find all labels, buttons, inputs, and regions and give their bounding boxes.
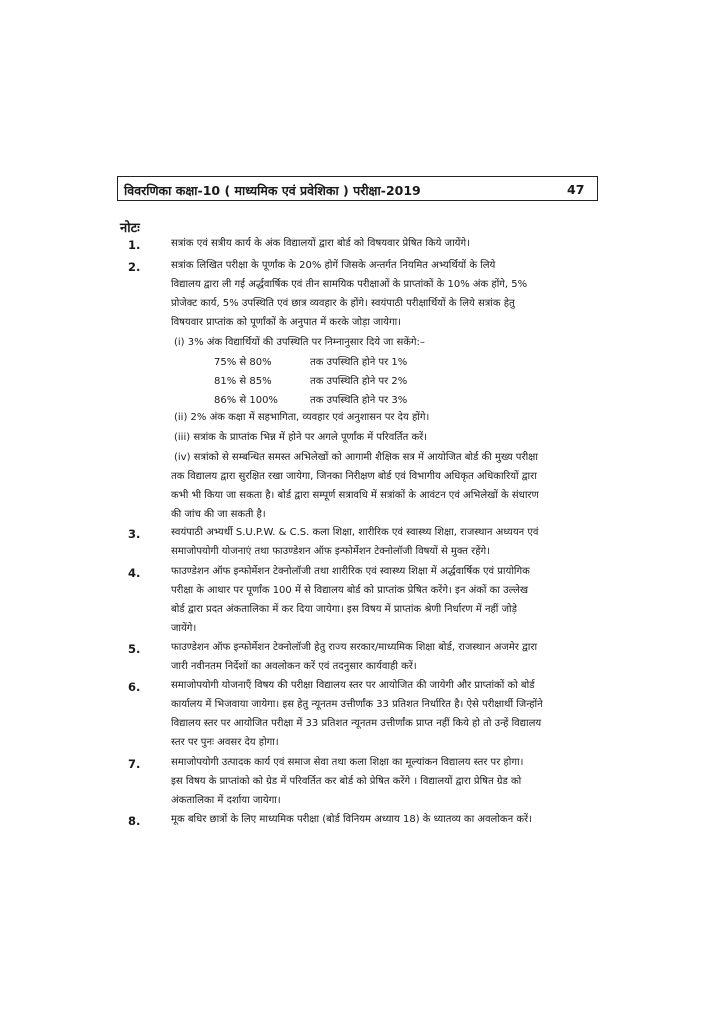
item-number: 7.	[128, 757, 141, 771]
item-line: सत्रांक एवं सत्रीय कार्य के अंक विद्यालयों द्वारा बोर्ड को विषयवार प्रेषित किये जायेंगे।	[171, 238, 470, 249]
attendance-range: 86% से 100%	[214, 395, 278, 406]
item-line: परीक्षा के आधार पर पूर्णांक 100 में से विद्यालय बोर्ड को प्राप्तांक प्रेषित करेंगे। इन अंकों का उल्लेख	[171, 585, 529, 596]
attendance-text: तक उपस्थिति होने पर 3%	[310, 395, 408, 406]
item-line: प्रोजेक्ट कार्य, 5% उपस्थिति एवं छात्र व्यवहार के होंगे। स्वयंपाठी परीक्षार्थियों के लिये सत्रांक हेतु	[171, 298, 515, 309]
sub-point-iv: (iv) सत्रांको से सम्बन्धित समस्त अभिलेखों को आगामी शैक्षिक सत्र में आयोजित बोर्ड की मुख्य परीक्षा	[174, 452, 538, 463]
sub-point-iv: कभी भी किया जा सकता है। बोर्ड द्वारा सम्पूर्ण सत्रावधि में सत्रांकों के आवंटन एवं अभिलेखों के संधारण	[171, 490, 539, 501]
item-line: विषयवार प्राप्तांक को पूर्णांकों के अनुपात में करके जोड़ा जायेगा।	[171, 317, 401, 328]
header-title: विवरणिका कक्षा-10 ( माध्यमिक एवं प्रवेशिका ) परीक्षा-2019	[124, 183, 421, 198]
item-line: कार्यालय में भिजवाया जायेगा। इस हेतु न्यूनतम उत्तीर्णांक 33 प्रतिशत निर्धारित है। ऐसे परीक्षार्थी जिन्होंने	[171, 699, 543, 710]
sub-point-iv: की जांच की जा सकती है।	[171, 509, 266, 520]
sub-point-i: (i) 3% अंक विद्यार्थियों की उपस्थिति पर निम्नानुसार दिये जा सकेंगे:–	[174, 337, 425, 348]
item-line: जारी नवीनतम निर्देशों का अवलोकन करें एवं तदनुसार कार्यवाही करें।	[171, 661, 417, 672]
item-number: 8.	[128, 814, 141, 828]
note-heading: नोटः	[120, 221, 140, 236]
item-number: 3.	[128, 527, 141, 541]
item-line: अंकतालिका में दर्शाया जायेगा।	[171, 795, 281, 806]
item-line: मूक बधिर छात्रों के लिए माध्यमिक परीक्षा (बोर्ड विनियम अध्याय 18) के ध्यातव्य का अवलोकन करें।	[171, 814, 532, 825]
item-number: 5.	[128, 642, 141, 656]
attendance-range: 75% से 80%	[214, 357, 272, 368]
item-line: समाजोपयोगी उत्पादक कार्य एवं समाज सेवा तथा कला शिक्षा का मूल्यांकन विद्यालय स्तर पर होगा।	[171, 757, 524, 768]
sub-point-ii: (ii) 2% अंक कक्षा में सहभागिता, व्यवहार एवं अनुशासन पर देय होंगे।	[174, 412, 430, 423]
item-line: फाउण्डेशन ऑफ इन्फोर्मेशन टेक्नोलॉजी हेतु राज्य सरकार/माध्यमिक शिक्षा बोर्ड, राजस्थान अजमेर द्वारा	[171, 642, 538, 653]
item-line: स्वयंपाठी अभ्यर्थी S.U.P.W. & C.S. कला शिक्षा, शारीरिक एवं स्वास्थ्य शिक्षा, राजस्थान अध्ययन एवं	[171, 527, 539, 538]
item-line: जायेंगे।	[171, 623, 197, 634]
item-number: 6.	[128, 680, 141, 694]
item-number: 4.	[128, 566, 141, 580]
item-line: समाजोपयोगी योजनाएँ विषय की परीक्षा विद्यालय स्तर पर आयोजित की जायेगी और प्राप्तांकों को बोर्ड	[171, 680, 535, 691]
attendance-text: तक उपस्थिति होने पर 2%	[310, 376, 408, 387]
item-line: विद्यालय स्तर पर आयोजित परीक्षा में 33 प्रतिशत न्यूनतम उत्तीर्णांक प्राप्त नहीं किये हो तो उन्हें विद्यालय	[171, 718, 542, 729]
item-number: 2.	[128, 260, 141, 274]
attendance-range: 81% से 85%	[214, 376, 272, 387]
item-line: फाउण्डेशन ऑफ इन्फोर्मेशन टेक्नोलॉजी तथा शारीरिक एवं स्वास्थ्य शिक्षा में अर्द्धवार्षिक एवं प्रायोगिक	[171, 566, 530, 577]
attendance-text: तक उपस्थिति होने पर 1%	[310, 357, 408, 368]
sub-point-iii: (iii) सत्रांक के प्राप्तांक भिन्न में होने पर अगले पूर्णांक में परिवर्तित करें।	[174, 432, 428, 443]
sub-point-iv: तक विद्यालय द्वारा सुरक्षित रखा जायेगा, जिनका निरीक्षण बोर्ड एवं विभागीय अधिकृत अधिकारियों द्वारा	[171, 471, 537, 482]
item-line: इस विषय के प्राप्तांको को ग्रेड में परिवर्तित कर बोर्ड को प्रेषित करेंगे । विद्यालयों द्वारा प्रेषित ग्रेड को	[171, 776, 522, 787]
item-number: 1.	[128, 238, 141, 252]
item-line: समाजोपयोगी योजनाएं तथा फाउण्डेशन ऑफ इन्फोर्मेशन टेक्नोलॉजी विषयों से मुक्त रहेंगे।	[171, 546, 490, 557]
item-line: विद्यालय द्वारा ली गई अर्द्धवार्षिक एवं तीन सामयिक परीक्षाओं के प्राप्तांकों के 10% अंक होंगे, 5%	[171, 279, 528, 290]
item-line: बोर्ड द्वारा प्रदत अंकतालिका में कर दिया जायेगा। इस विषय में प्राप्तांक श्रेणी निर्धारण में नहीं जोड़े	[171, 604, 517, 615]
page-number: 47	[567, 182, 585, 197]
item-line: सत्रांक लिखित परीक्षा के पूर्णांक के 20% होगें जिसके अन्तर्गत नियमित अभ्यर्थियों के लिये	[171, 260, 496, 271]
item-line: स्तर पर पुनः अवसर देय होगा।	[171, 737, 279, 748]
